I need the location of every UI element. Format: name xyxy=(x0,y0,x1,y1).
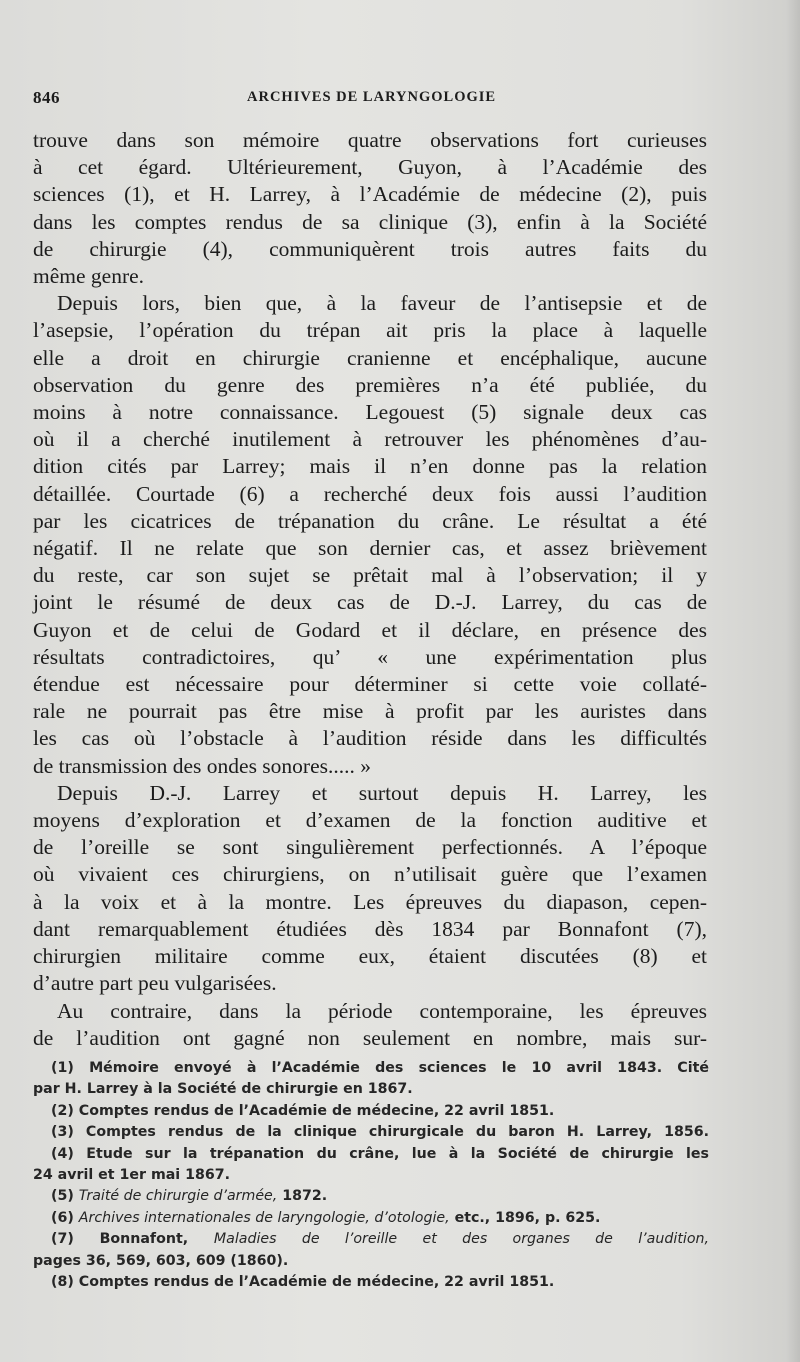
body-line: rale ne pourrait pas être mise à profit par les auristes dans xyxy=(33,699,707,724)
body-line: joint le résumé de deux cas de D.-J. Larrey, du cas de xyxy=(33,590,707,615)
body-line: trouve dans son mémoire quatre observations fort curieuses xyxy=(33,128,707,152)
body-line: détaillée. Courtade (6) a recherché deux fois aussi l’audition xyxy=(33,481,707,506)
body-line: même genre. xyxy=(33,264,145,289)
body-line: à la voix et à la montre. Les épreuves du diapason, cepen- xyxy=(33,889,707,914)
body-line: Guyon et de celui de Godard et il déclare, en présence des xyxy=(33,617,707,642)
body-line: Au contraire, dans la période contemporaine, les épreuves xyxy=(57,998,707,1023)
page-number: 846 xyxy=(33,88,60,107)
body-line: dition cités par Larrey; mais il n’en donne pas la relation xyxy=(33,454,707,479)
footnote-3: (3) Comptes rendus de la clinique chirurgicale du baron H. Larrey, 1856. xyxy=(51,1124,709,1141)
footnote-4: (4) Etude sur la trépanation du crâne, lue à la Société de chirurgie les xyxy=(51,1145,709,1162)
body-line: l’asepsie, l’opération du trépan ait pris la place à laquelle xyxy=(33,318,707,343)
body-line: par les cicatrices de trépanation du crâne. Le résultat a été xyxy=(33,508,707,533)
body-line: de transmission des ondes sonores..... » xyxy=(33,753,371,778)
footnote-1: (1) Mémoire envoyé à l’Académie des sciences le 10 avril 1843. Cité xyxy=(51,1060,709,1076)
footnote-6-number: (6) xyxy=(51,1209,74,1226)
footnote-8: (8) Comptes rendus de l’Académie de médecine, 22 avril 1851. xyxy=(51,1274,555,1291)
footnote-5-rest: 1872. xyxy=(282,1188,328,1205)
footnotes xyxy=(33,1058,709,1293)
body-line: négatif. Il ne relate que son dernier cas, et assez brièvement xyxy=(33,536,707,561)
body-line: résultats contradictoires, qu’ « une expérimentation plus xyxy=(33,644,707,669)
footnote-5-title: Traité de chirurgie d’armée, xyxy=(78,1188,278,1205)
body-line: moins à notre connaissance. Legouest (5) signale deux cas xyxy=(33,400,707,425)
body-line: sciences (1), et H. Larrey, à l’Académie de médecine (2), puis xyxy=(33,182,707,207)
footnote-7-number: (7) Bonnafont, xyxy=(51,1231,189,1248)
body-line: observation du genre des premières n’a été publiée, du xyxy=(33,372,707,397)
footnote-7 xyxy=(33,1229,709,1250)
body-line: à cet égard. Ultérieurement, Guyon, à l’Académie des xyxy=(33,155,707,180)
body-line: dans les comptes rendus de sa clinique (3), enfin à la Société xyxy=(33,209,707,234)
footnote-7-title: Maladies de l’oreille et des organes de l’audition, xyxy=(213,1231,710,1248)
body-line: du reste, car son sujet se prêtait mal à l’observation; il y xyxy=(33,563,707,588)
body-line: de l’oreille se sont singulièrement perfectionnés. A l’époque xyxy=(33,835,707,860)
footnote-4-continued: 24 avril et 1er mai 1867. xyxy=(33,1167,230,1184)
body-text xyxy=(33,127,707,1052)
body-line: étendue est nécessaire pour déterminer si cette voie collaté- xyxy=(33,672,707,697)
body-line: Depuis D.-J. Larrey et surtout depuis H. Larrey, les xyxy=(57,780,707,805)
footnote-6-rest: etc., 1896, p. 625. xyxy=(454,1209,601,1226)
footnote-5 xyxy=(33,1186,709,1207)
body-line: où il a cherché inutilement à retrouver les phénomènes d’au- xyxy=(33,427,707,452)
page-header xyxy=(33,88,753,112)
footnote-7-continued: pages 36, 569, 603, 609 (1860). xyxy=(33,1252,289,1269)
body-line: d’autre part peu vulgarisées. xyxy=(33,971,277,996)
body-line: elle a droit en chirurgie cranienne et encéphalique, aucune xyxy=(33,345,707,370)
body-line: de chirurgie (4), communiquèrent trois autres faits du xyxy=(33,236,707,261)
page-edge-shadow xyxy=(786,0,800,1362)
body-line: les cas où l’obstacle à l’audition réside dans les difficultés xyxy=(33,726,707,751)
body-line: Depuis lors, bien que, à la faveur de l’antisepsie et de xyxy=(57,291,707,316)
footnote-1-continued: par H. Larrey à la Société de chirurgie en 1867. xyxy=(33,1081,413,1098)
body-line: chirurgien militaire comme eux, étaient discutées (8) et xyxy=(33,944,707,969)
footnote-5-number: (5) xyxy=(51,1188,74,1205)
footnote-6-title: Archives internationales de laryngologie, d’otologie, xyxy=(78,1209,450,1226)
footnote-6 xyxy=(33,1208,709,1229)
footnote-2: (2) Comptes rendus de l’Académie de médecine, 22 avril 1851. xyxy=(51,1102,555,1119)
body-line: de l’audition ont gagné non seulement en nombre, mais sur- xyxy=(33,1025,707,1050)
body-line: dant remarquablement étudiées dès 1834 par Bonnafont (7), xyxy=(33,916,707,941)
body-line: où vivaient ces chirurgiens, on n’utilisait guère que l’examen xyxy=(33,862,707,887)
body-line: moyens d’exploration et d’examen de la fonction auditive et xyxy=(33,808,707,833)
running-head: ARCHIVES DE LARYNGOLOGIE xyxy=(247,89,497,105)
